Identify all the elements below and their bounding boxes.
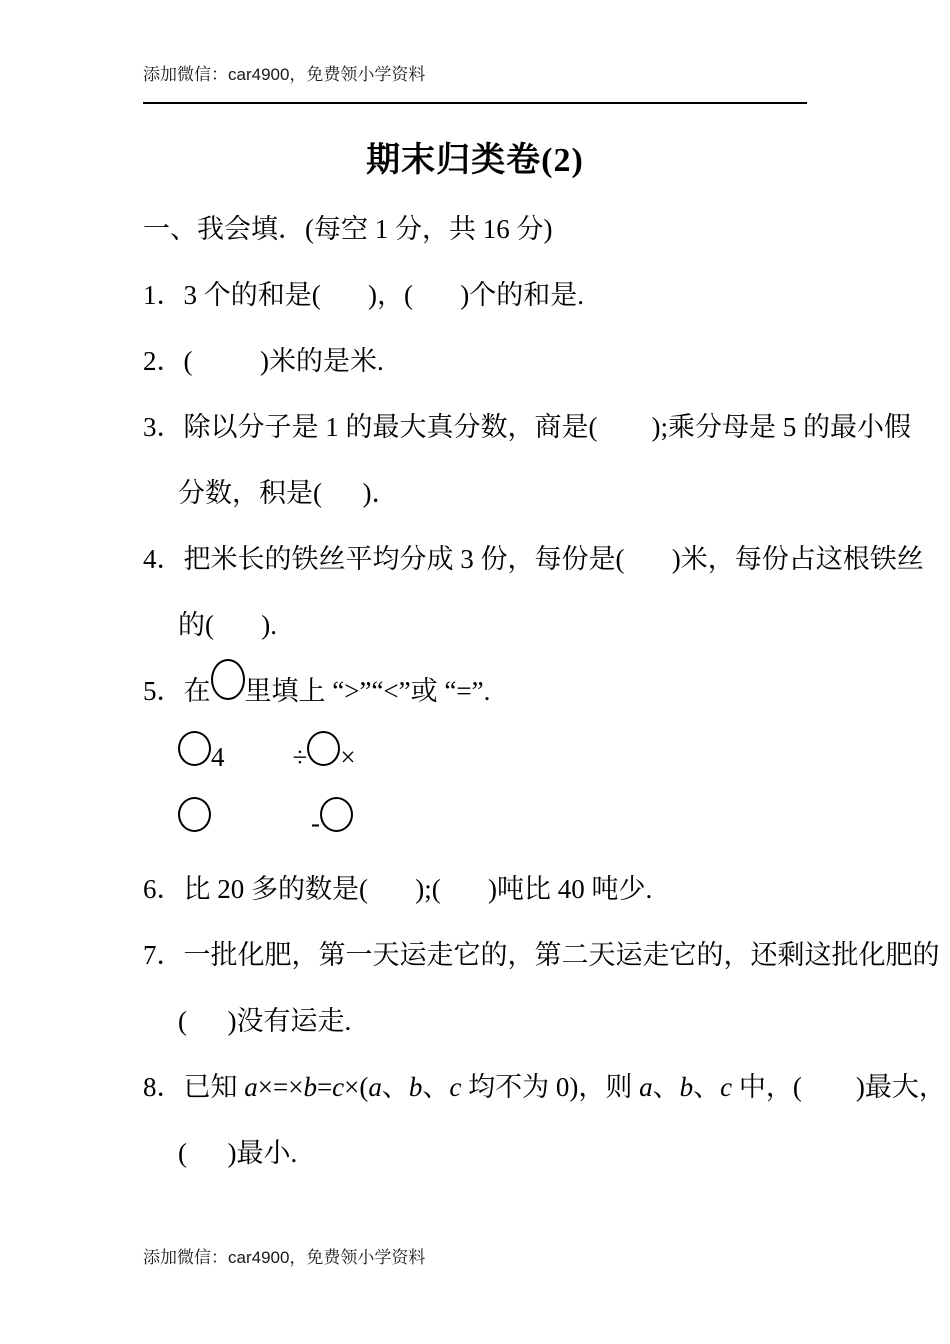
text-segment: 的( ). (178, 610, 277, 640)
text-segment: ×( (344, 1072, 369, 1102)
text-segment: × (340, 742, 356, 772)
footer-promo-text: 添加微信：car4900，免费领小学资料 (143, 1248, 426, 1267)
text-segment: 4．把米长的铁丝平均分成 3 份，每份是( )米，每份占这根铁丝 (143, 544, 924, 574)
question-8-line1 (143, 1054, 946, 1120)
text-segment: 5．在 (143, 676, 211, 706)
text-segment: ( )最小. (178, 1138, 298, 1168)
text-segment: 、 (693, 1072, 721, 1102)
text-segment: b (408, 1072, 423, 1102)
text-segment: 、 (381, 1072, 409, 1102)
question-2 (143, 328, 853, 394)
spacer (225, 765, 293, 766)
text-segment: 8．已知 (143, 1072, 245, 1102)
text-segment: 3．除以分子是 1 的最大真分数，商是( );乘分母是 5 的最小假 (143, 412, 911, 442)
question-1 (143, 262, 853, 328)
question-7-line1 (143, 922, 940, 988)
text-segment: 、 (422, 1072, 450, 1102)
text-segment: 7．一批化肥，第一天运走它的，第二天运走它的，还剩这批化肥的 (143, 940, 940, 970)
text-segment: a (244, 1072, 258, 1102)
question-8-line2 (143, 1120, 853, 1186)
section-heading: 一、我会填．(每空 1 分，共 16 分) (143, 214, 553, 244)
text-segment: a (639, 1072, 653, 1102)
question-4-line1 (143, 526, 924, 592)
question-lines (143, 262, 946, 1186)
text-segment: c (720, 1072, 733, 1102)
text-segment: 均不为 0)，则 (461, 1072, 640, 1102)
exam-body (143, 196, 946, 1186)
answer-circle (211, 659, 245, 700)
question-5-line1 (143, 658, 853, 724)
question-5-row1 (143, 724, 853, 790)
spacer (211, 831, 311, 832)
text-segment: 2．( )米的是米. (143, 346, 384, 376)
header-promo-text: 添加微信：car4900，免费领小学资料 (143, 65, 426, 84)
answer-circle (178, 731, 211, 766)
text-segment: c (449, 1072, 462, 1102)
answer-circle (320, 797, 353, 832)
question-7-line2 (143, 988, 853, 1054)
question-5-row2 (143, 790, 853, 856)
text-segment: 中，( )最大， (732, 1072, 946, 1102)
header-divider-line (143, 102, 807, 104)
text-segment: 6．比 20 多的数是( );( )吨比 40 吨少. (143, 874, 653, 904)
text-segment: = (316, 1072, 333, 1102)
text-segment: 1．3 个的和是( )，( )个的和是. (143, 280, 584, 310)
question-6 (143, 856, 853, 922)
text-segment: ×=× (257, 1072, 304, 1102)
text-segment: 、 (652, 1072, 680, 1102)
answer-circle (178, 797, 211, 832)
question-3-line2 (143, 460, 853, 526)
answer-circle (307, 731, 340, 766)
text-segment: 分数，积是( )． (178, 478, 399, 508)
text-segment: ( )没有运走. (178, 1006, 352, 1036)
text-segment: b (303, 1072, 317, 1102)
question-4-line2 (143, 592, 853, 658)
text-segment: - (311, 808, 320, 838)
question-3-line1 (143, 394, 911, 460)
text-segment: b (679, 1072, 694, 1102)
text-segment: a (368, 1072, 382, 1102)
text-segment: 里填上 “>”“<”或 “=”. (244, 676, 491, 706)
text-segment: 4 (211, 742, 225, 772)
page-title: 期末归类卷(2) (366, 142, 584, 179)
text-segment: ÷ (292, 742, 308, 772)
text-segment: c (332, 1072, 345, 1102)
